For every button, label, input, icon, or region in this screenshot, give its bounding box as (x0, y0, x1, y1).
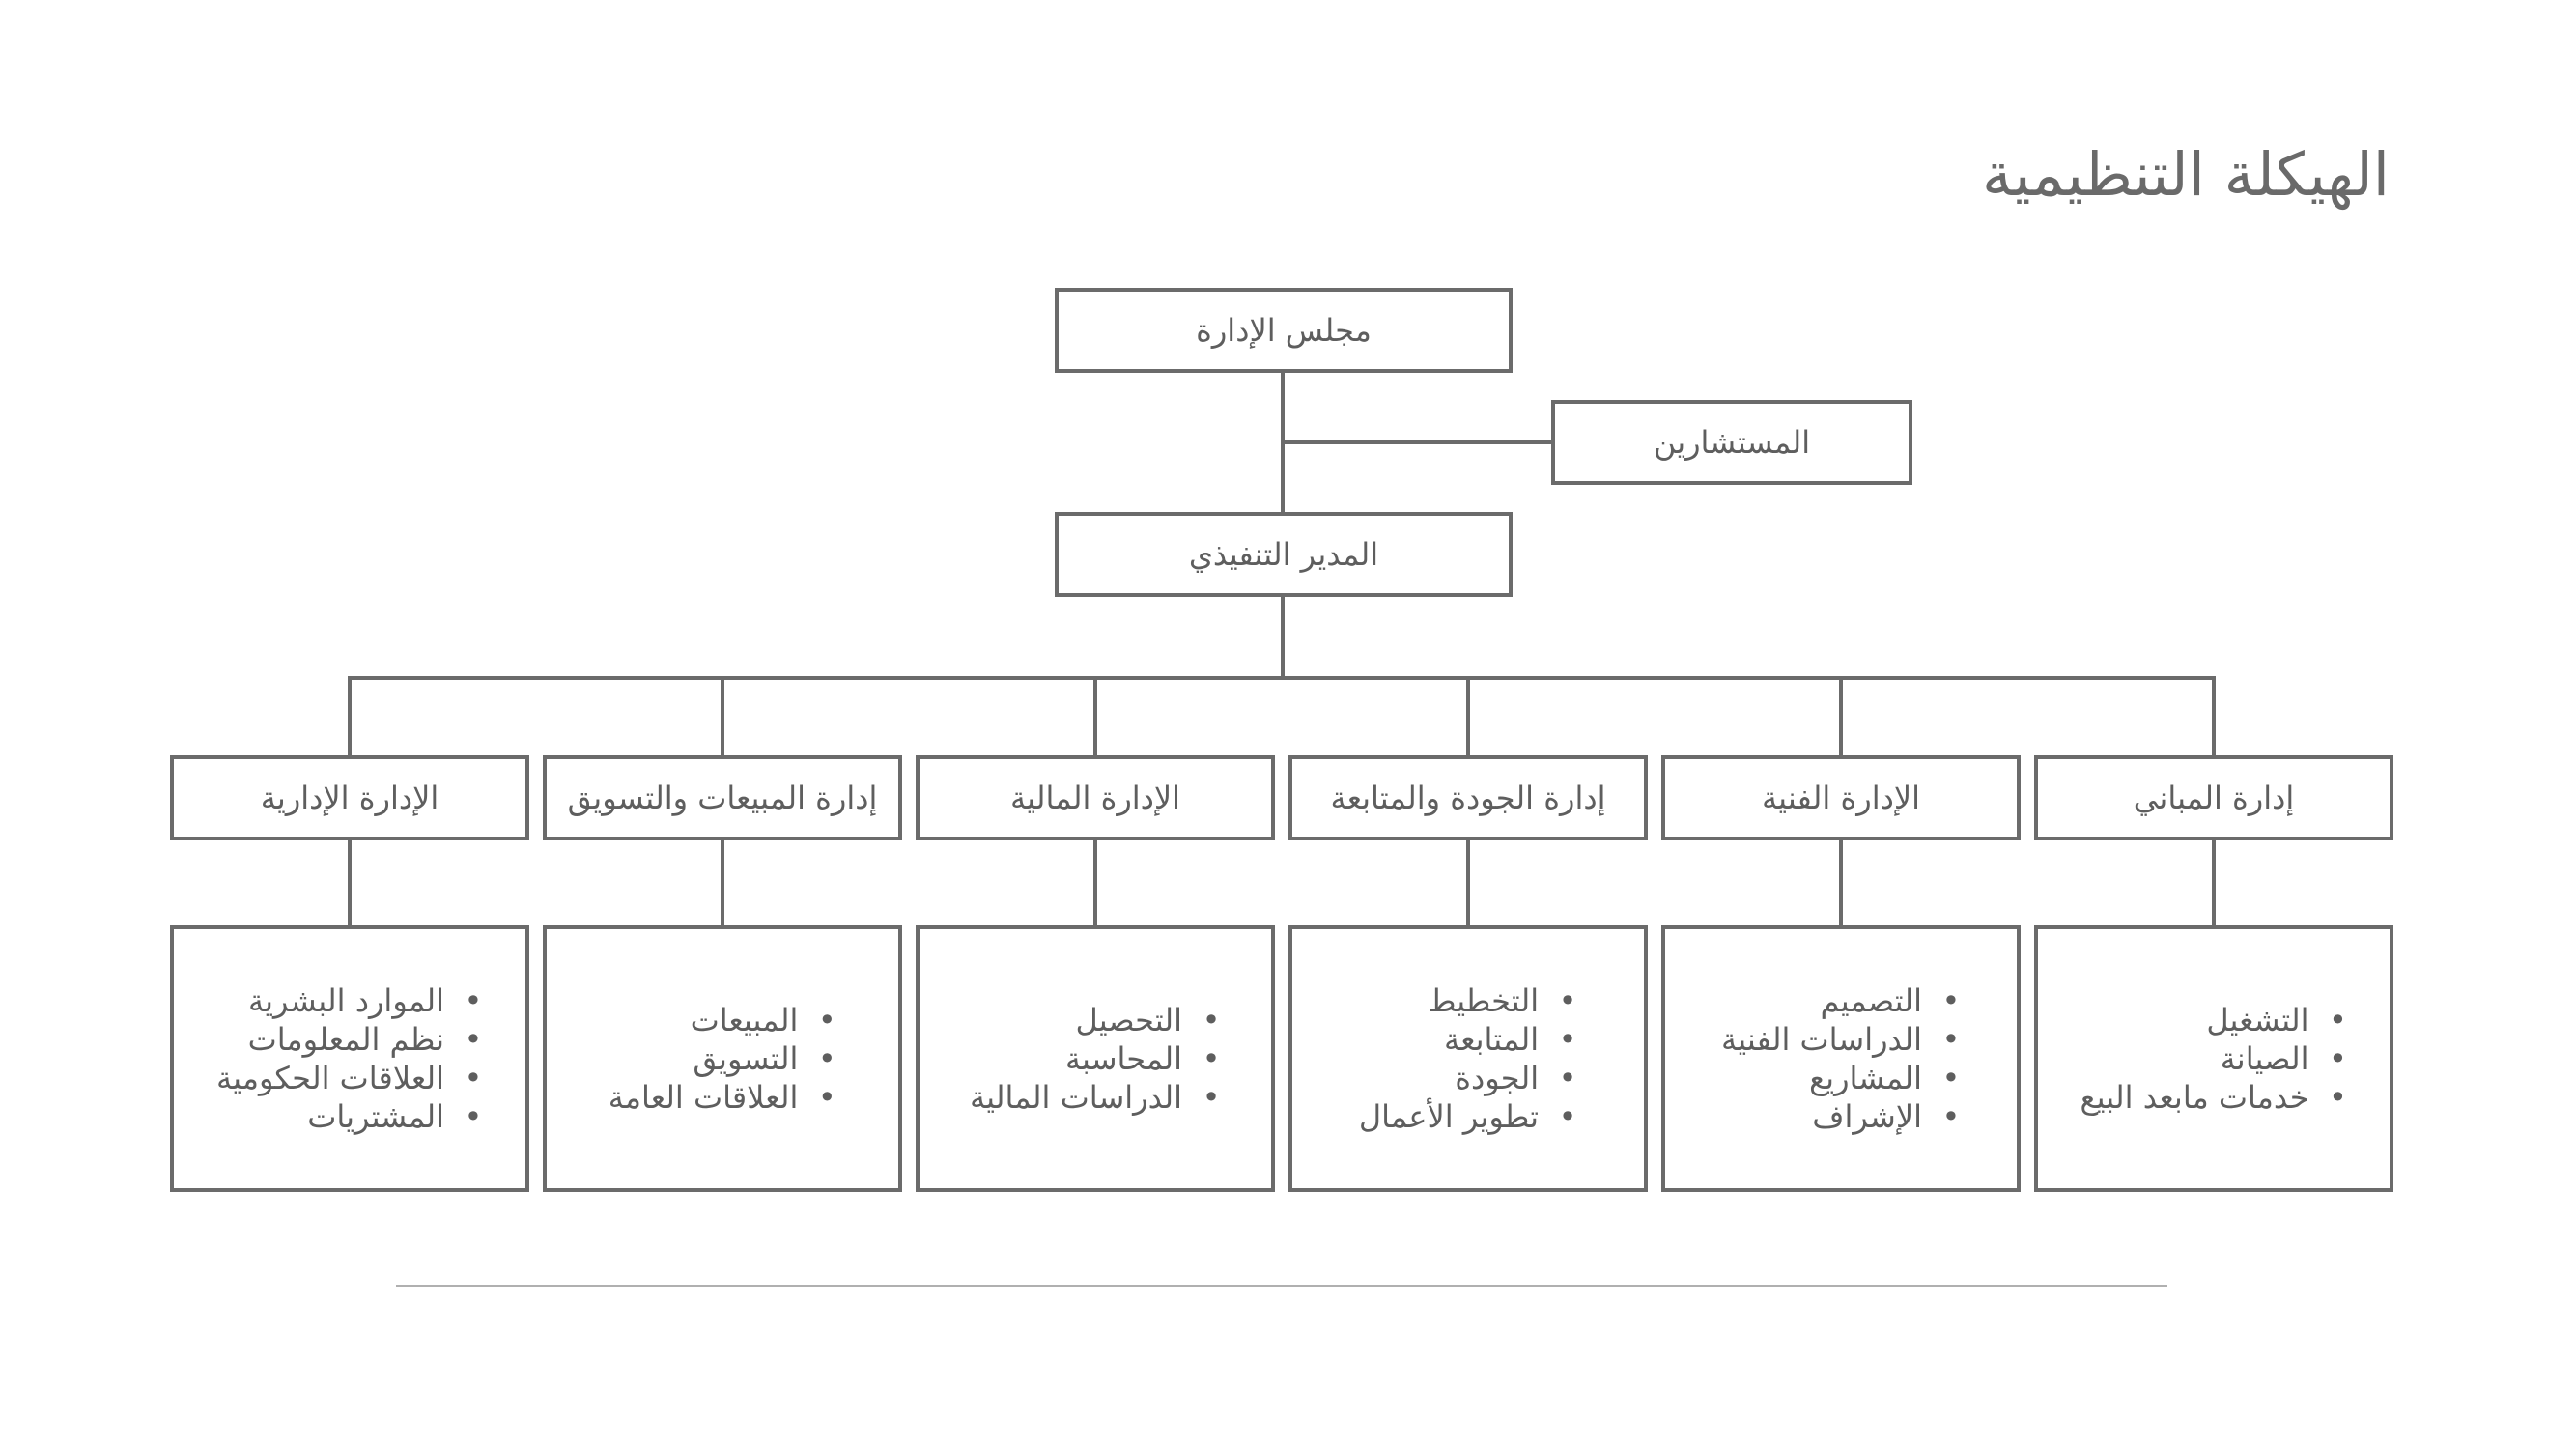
subunit-list (970, 1001, 1221, 1117)
subunits-box-buildings (2034, 925, 2393, 1192)
department-box-finance (916, 755, 1275, 840)
subunit-list (1359, 981, 1577, 1136)
list-item: • تطوير الأعمال (1358, 1098, 1577, 1135)
department-box-buildings (2034, 755, 2393, 840)
subunits-box-finance (916, 925, 1275, 1192)
list-item: • الموارد البشرية (247, 982, 483, 1019)
department-label: إدارة الجودة والمتابعة (1330, 780, 1606, 816)
department-box-admin (170, 755, 529, 840)
list-item: • التشغيل (2206, 1002, 2347, 1038)
list-item: • التصميم (1820, 982, 1961, 1019)
subunits-box-admin (170, 925, 529, 1192)
department-label: الإدارة المالية (1009, 780, 1181, 816)
department-label: الإدارة الفنية (1762, 780, 1920, 816)
advisors-box (1551, 400, 1912, 485)
list-item: • الجودة (1455, 1060, 1577, 1096)
subunit-list (216, 981, 483, 1136)
department-label: الإدارة الإدارية (260, 780, 439, 816)
list-item: • الدراسات الفنية (1721, 1021, 1961, 1058)
list-item: • نظم المعلومات (247, 1021, 483, 1058)
subunit-list (2081, 1001, 2348, 1117)
department-box-sales (543, 755, 902, 840)
page-title: الهيكلة التنظيمية (1981, 139, 2390, 210)
list-item: • التخطيط (1427, 982, 1577, 1019)
board-box (1055, 288, 1513, 373)
list-item: • التسويق (693, 1040, 836, 1077)
list-item: • المشتريات (307, 1098, 483, 1135)
subunit-list (1721, 981, 1961, 1136)
department-box-quality (1288, 755, 1648, 840)
list-item: • العلاقات العامة (608, 1079, 836, 1116)
list-item: • المبيعات (690, 1002, 836, 1038)
list-item: • التحصيل (1075, 1002, 1221, 1038)
subunits-box-technical (1661, 925, 2021, 1192)
list-item: • الصيانة (2220, 1040, 2347, 1077)
board-label: مجلس الإدارة (1196, 312, 1372, 349)
department-label: إدارة المبيعات والتسويق (567, 780, 878, 816)
subunits-box-sales (543, 925, 902, 1192)
list-item: • الإشراف (1812, 1098, 1961, 1135)
subunit-list (609, 1001, 837, 1117)
list-item: • الدراسات المالية (969, 1079, 1221, 1116)
list-item: • المحاسبة (1064, 1040, 1221, 1077)
department-box-technical (1661, 755, 2021, 840)
list-item: • العلاقات الحكومية (216, 1060, 483, 1096)
list-item: • المشاريع (1809, 1060, 1961, 1096)
footer-divider (396, 1285, 2167, 1287)
department-label: إدارة المباني (2133, 780, 2295, 816)
subunits-box-quality (1288, 925, 1648, 1192)
list-item: • المتابعة (1444, 1021, 1577, 1058)
advisors-label: المستشارين (1653, 424, 1811, 461)
ceo-label: المدير التنفيذي (1188, 536, 1379, 573)
ceo-box (1055, 512, 1513, 597)
list-item: • خدمات مابعد البيع (2080, 1079, 2347, 1116)
